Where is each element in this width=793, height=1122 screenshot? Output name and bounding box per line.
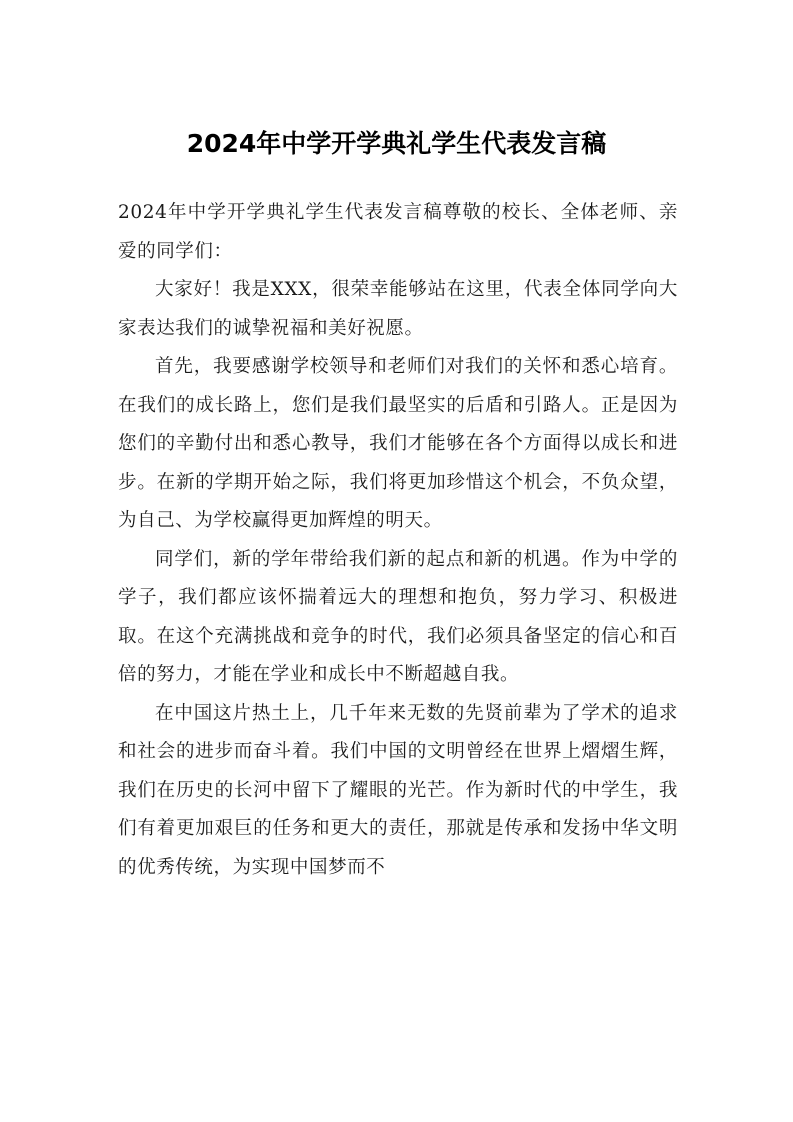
thanks-paragraph: 首先，我要感谢学校领导和老师们对我们的关怀和悉心培育。在我们的成长路上，您们是我们最坚实的后盾和引路人。正是因为您们的辛勤付出和悉心教导，我们才能够在各个方面得以成长和进步。在新的学期开始之际，我们将更加珍惜这个机会，不负众望，为自己、为学校赢得更加辉煌的明天。 — [118, 356, 678, 531]
china-paragraph: 在中国这片热土上，几千年来无数的先贤前辈为了学术的追求和社会的进步而奋斗着。我们中国的文明曾经在世界上熠熠生辉，我们在历史的长河中留下了耀眼的光芒。作为新时代的中学生，我们有着更加艰巨的任务和更大的责任，那就是传承和发扬中华文明的优秀传统，为实现中国梦而不 — [118, 702, 678, 878]
new-year-paragraph: 同学们，新的学年带给我们新的起点和新的机遇。作为中学的学子，我们都应该怀揣着远大的理想和抱负，努力学习、积极进取。在这个充满挑战和竞争的时代，我们必须具备坚定的信心和百倍的努力，才能在学业和成长中不断超越自我。 — [118, 548, 678, 685]
greeting-paragraph: 大家好！我是XXX，很荣幸能够站在这里，代表全体同学向大家表达我们的诚挚祝福和美好祝愿。 — [118, 279, 678, 339]
document-title: 2024年中学开学典礼学生代表发言稿 — [186, 129, 607, 158]
salutation-paragraph: 2024年中学开学典礼学生代表发言稿尊敬的校长、全体老师、亲爱的同学们： — [118, 202, 678, 262]
document-body — [118, 194, 678, 887]
